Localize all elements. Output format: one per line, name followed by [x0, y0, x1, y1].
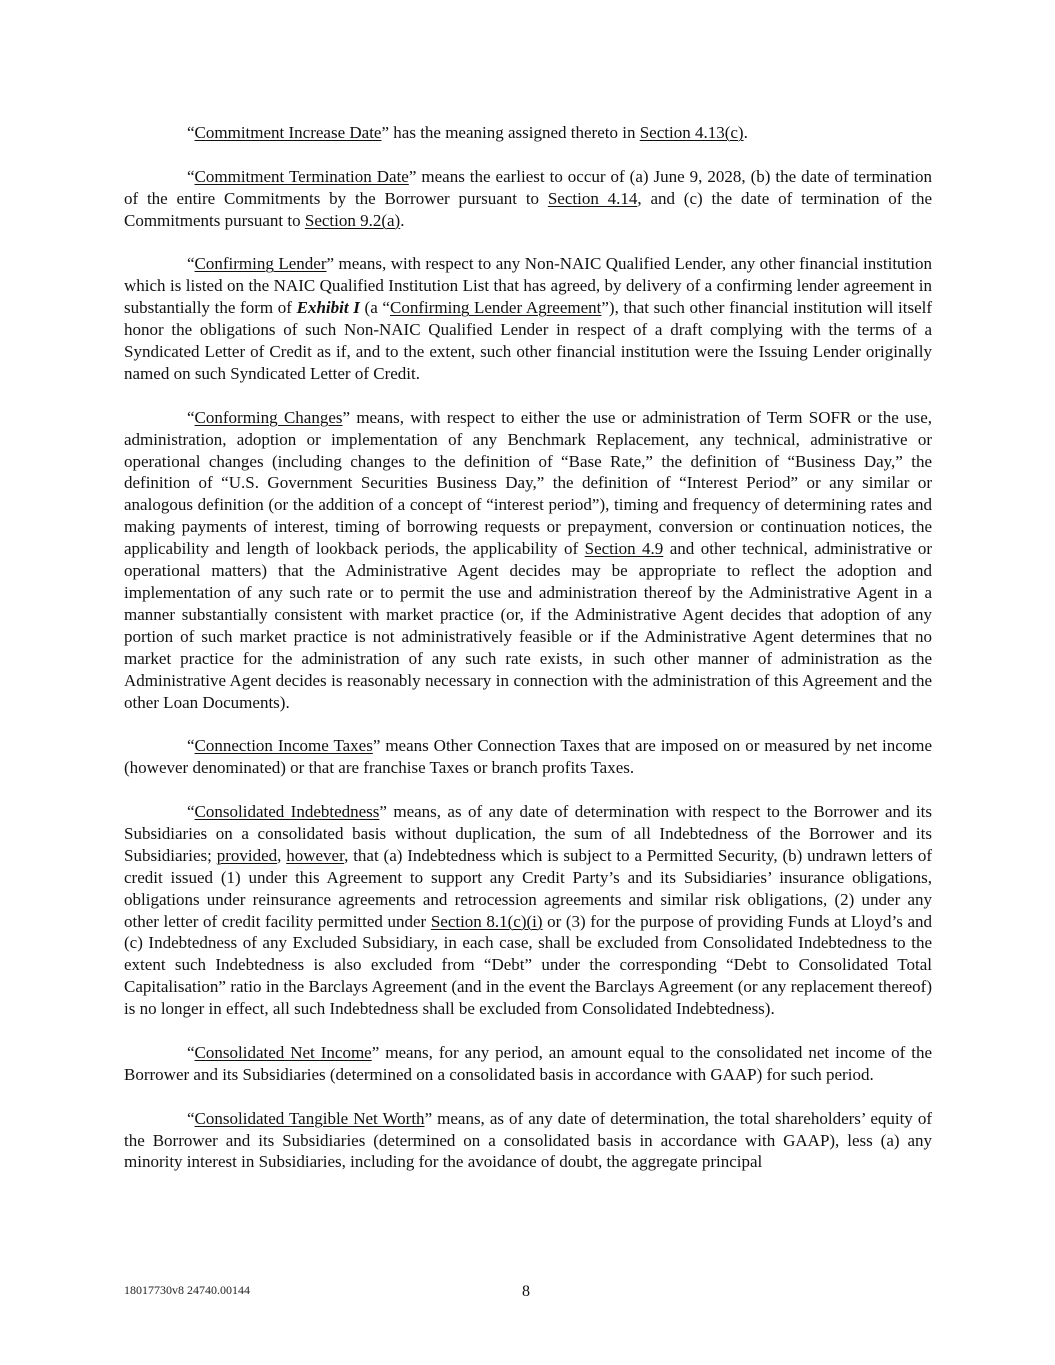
open-quote: “ [187, 1108, 195, 1128]
exhibit-reference: Exhibit I [296, 298, 360, 318]
document-id: 18017730v8 24740.00144 [124, 1283, 250, 1297]
definition-confirming-lender [124, 253, 932, 384]
definition-text: (a “ [359, 298, 390, 318]
definition-text: ” means, for any period, an amount equal to the consolidated net income of the Borrower and its Subsidiaries (determined on a consolidated basis in accordance with GAAP) for such period. [124, 1042, 932, 1084]
section-reference: Section 9.2(a) [304, 210, 401, 230]
defined-term: Connection Income Taxes [194, 736, 373, 756]
definition-text: ” means, with respect to either the use or administration of Term SOFR or the use, administration, adoption or implementation of any Benchmark Replacement, any technical, administrative or operational changes (including changes to the definition of “Base Rate,” the definition of “Business Day,” the definition of “U.S. Government Securities Business Day,” the definition of “Interest Period” or any similar or analogous definition (or the addition of a concept of “interest period”), timing and frequency of determining rates and making payments of interest, timing of borrowing requests or prepayment, conversion or continuation notices, the applicability and length of lookback periods, the applicability of [124, 407, 933, 559]
definition-consolidated-net-income [124, 1042, 932, 1086]
definition-text: ” means Other Connection Taxes that are imposed on or measured by net income (however denominated) or that are franchise Taxes or branch profits Taxes. [124, 736, 933, 778]
definition-text: ” means the earliest to occur of (a) June 9, 2028, (b) the date of termination of the entire Commitments by the Borrower pursuant to [124, 166, 932, 208]
definition-text: and other technical, administrative or operational matters) that the Administrative Agent decides may be appropriate to reflect the adoption and implementation of any such rate or to permit the use and administration thereof by the Administrative Agent in a manner substantially consistent with market practice (or, if the Administrative Agent decides that adoption of any portion of such market practice is not administratively feasible or if the Administrative Agent determines that no market practice for the administration of any such rate exists, in such other manner of administration as the Administrative Agent decides is reasonably necessary in connection with the administration of this Agreement and the other Loan Documents). [124, 539, 932, 712]
definition-commitment-increase-date [124, 122, 932, 144]
open-quote: “ [187, 1042, 195, 1062]
open-quote: “ [187, 407, 195, 427]
defined-term: Consolidated Tangible Net Worth [194, 1108, 425, 1128]
defined-term: Confirming Lender [194, 254, 327, 274]
open-quote: “ [187, 802, 195, 822]
definition-consolidated-indebtedness [124, 801, 932, 1020]
definition-text: or (3) for the purpose of providing Funds at Lloyd’s and (c) Indebtedness of any Excluded Subsidiary, in each case, shall be excluded from Consolidated Indebtedness to the extent such Indebtedness is also excluded from “Debt” under the corresponding “Debt to Consolidated Total Capitalisation” ratio in the Barclays Agreement (and in the event the Barclays Agreement (or any replacement thereof) is no longer in effect, all such Indebtedness shall be excluded from Consolidated Indebtedness). [124, 911, 932, 1019]
definition-text: ” means, as of any date of determination, the total shareholders’ equity of the Borrower and its Subsidiaries (determined on a consolidated basis in accordance with GAAP), less (a) any minority interest in Subsidiaries, including for the avoidance of doubt, the aggregate principal [124, 1108, 932, 1172]
defined-term: Commitment Termination Date [194, 166, 409, 186]
proviso-provided: provided [216, 845, 278, 865]
open-quote: “ [187, 254, 195, 274]
definition-text: , and (c) the date of termination of the Commitments pursuant to [124, 188, 932, 230]
section-reference: Section 4.13(c) [639, 123, 744, 142]
period: . [400, 210, 405, 230]
section-reference: Section 4.14 [547, 188, 638, 208]
definition-consolidated-tangible-net-worth [124, 1108, 932, 1174]
section-reference: Section 8.1(c)(i) [430, 911, 543, 931]
page-number: 8 [522, 1283, 530, 1300]
definition-text: ”), that such other financial institution will itself honor the obligations of such Non-NAIC Qualified Lender in respect of a draft complying with the terms of a Syndicated Letter of Credit as if, and to the extent, such other financial institution were the Issuing Lender originally named on such Syndicated Letter of Credit. [124, 298, 932, 383]
document-body [124, 122, 932, 1195]
proviso-however: however [286, 845, 345, 865]
definition-commitment-termination-date [124, 166, 932, 232]
defined-term: Confirming Lender Agreement [389, 298, 602, 318]
open-quote: “ [187, 736, 195, 756]
defined-term: Conforming Changes [194, 407, 343, 427]
comma: , [277, 845, 287, 865]
definition-text: ” means, as of any date of determination with respect to the Borrower and its Subsidiaries on a consolidated basis without duplication, the sum of all Indebtedness of the Borrower and its Subsidiaries; [124, 802, 933, 865]
open-quote: “ [187, 123, 195, 142]
defined-term: Consolidated Indebtedness [194, 802, 380, 822]
definition-text: ” means, with respect to any Non-NAIC Qualified Lender, any other financial institution which is listed on the NAIC Qualified Institution List that has agreed, by delivery of a confirming lender agreement in substantially the form of [124, 254, 933, 318]
period: . [743, 123, 748, 142]
definition-text: ” has the meaning assigned thereto in [381, 123, 640, 142]
defined-term: Commitment Increase Date [194, 123, 382, 142]
section-reference: Section 4.9 [584, 539, 664, 559]
definition-text: , that (a) Indebtedness which is subject to a Permitted Security, (b) undrawn letters of credit issued (1) under this Agreement to support any Credit Party’s and its Subsidiaries’ insurance obligations, obligations under reinsurance agreements and retrocession agreements and similar risk obligations, (2) under any other letter of credit facility permitted under [124, 845, 933, 931]
open-quote: “ [187, 166, 195, 186]
definition-connection-income-taxes [124, 735, 932, 779]
definition-conforming-changes [124, 407, 932, 714]
defined-term: Consolidated Net Income [194, 1042, 372, 1062]
